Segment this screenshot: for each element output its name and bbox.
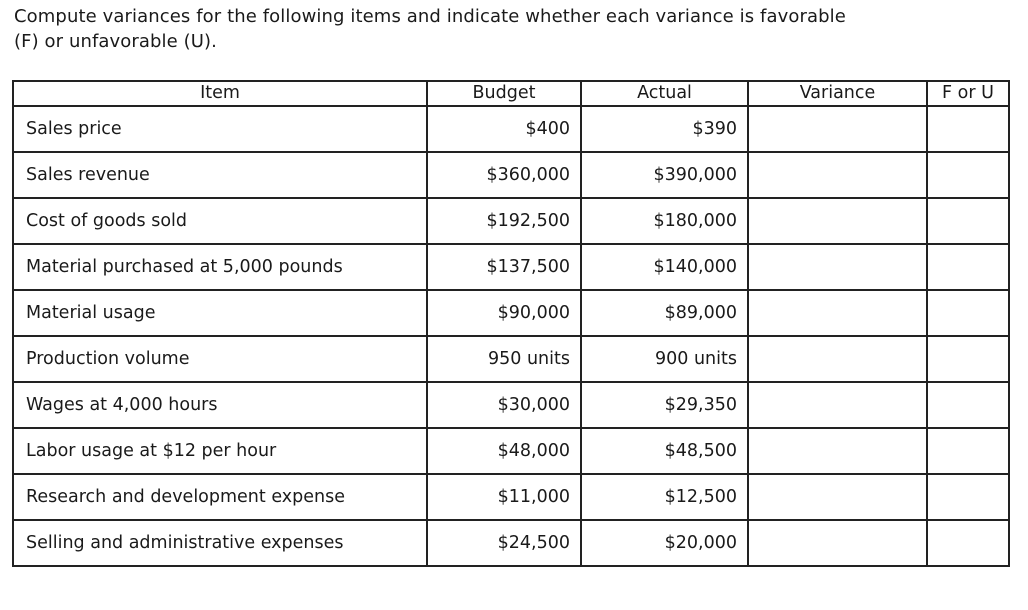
item-cell: Wages at 4,000 hours [13, 382, 427, 428]
table-row [13, 474, 1009, 520]
header-budget: Budget [427, 81, 581, 106]
f-or-u-cell[interactable] [927, 290, 1009, 336]
item-cell: Material usage [13, 290, 427, 336]
budget-cell: $90,000 [427, 290, 581, 336]
variance-cell[interactable] [748, 520, 927, 566]
variance-cell[interactable] [748, 474, 927, 520]
header-variance: Variance [748, 81, 927, 106]
item-cell: Sales revenue [13, 152, 427, 198]
budget-cell: $192,500 [427, 198, 581, 244]
table-row [13, 336, 1009, 382]
budget-cell: $11,000 [427, 474, 581, 520]
instructions-line-1: Compute variances for the following items and indicate whether each variance is favorable [14, 6, 846, 27]
item-cell: Cost of goods sold [13, 198, 427, 244]
table-row [13, 290, 1009, 336]
budget-cell: $48,000 [427, 428, 581, 474]
variance-cell[interactable] [748, 290, 927, 336]
f-or-u-cell[interactable] [927, 152, 1009, 198]
variance-cell[interactable] [748, 244, 927, 290]
f-or-u-cell[interactable] [927, 106, 1009, 152]
header-item: Item [13, 81, 427, 106]
table-row [13, 152, 1009, 198]
budget-cell: $30,000 [427, 382, 581, 428]
item-cell: Production volume [13, 336, 427, 382]
f-or-u-cell[interactable] [927, 428, 1009, 474]
item-cell: Material purchased at 5,000 pounds [13, 244, 427, 290]
actual-cell: $140,000 [581, 244, 748, 290]
f-or-u-cell[interactable] [927, 474, 1009, 520]
actual-cell: 900 units [581, 336, 748, 382]
header-f-or-u: F or U [927, 81, 1009, 106]
actual-cell: $20,000 [581, 520, 748, 566]
variance-cell[interactable] [748, 106, 927, 152]
actual-cell: $29,350 [581, 382, 748, 428]
f-or-u-cell[interactable] [927, 382, 1009, 428]
actual-cell: $180,000 [581, 198, 748, 244]
variance-table [12, 80, 1010, 567]
actual-cell: $390,000 [581, 152, 748, 198]
variance-cell[interactable] [748, 428, 927, 474]
f-or-u-cell[interactable] [927, 198, 1009, 244]
f-or-u-cell[interactable] [927, 520, 1009, 566]
table-row [13, 520, 1009, 566]
table-row [13, 106, 1009, 152]
variance-cell[interactable] [748, 336, 927, 382]
instructions-line-2: (F) or unfavorable (U). [14, 31, 217, 52]
variance-cell[interactable] [748, 382, 927, 428]
f-or-u-cell[interactable] [927, 244, 1009, 290]
table-row [13, 244, 1009, 290]
item-cell: Sales price [13, 106, 427, 152]
budget-cell: $400 [427, 106, 581, 152]
actual-cell: $12,500 [581, 474, 748, 520]
budget-cell: $24,500 [427, 520, 581, 566]
actual-cell: $89,000 [581, 290, 748, 336]
table-row [13, 382, 1009, 428]
budget-cell: 950 units [427, 336, 581, 382]
header-actual: Actual [581, 81, 748, 106]
table-row [13, 428, 1009, 474]
f-or-u-cell[interactable] [927, 336, 1009, 382]
instructions [14, 4, 1014, 54]
budget-cell: $137,500 [427, 244, 581, 290]
item-cell: Research and development expense [13, 474, 427, 520]
variance-cell[interactable] [748, 152, 927, 198]
item-cell: Labor usage at $12 per hour [13, 428, 427, 474]
header-row [13, 81, 1009, 106]
actual-cell: $390 [581, 106, 748, 152]
variance-cell[interactable] [748, 198, 927, 244]
table-row [13, 198, 1009, 244]
item-cell: Selling and administrative expenses [13, 520, 427, 566]
actual-cell: $48,500 [581, 428, 748, 474]
budget-cell: $360,000 [427, 152, 581, 198]
